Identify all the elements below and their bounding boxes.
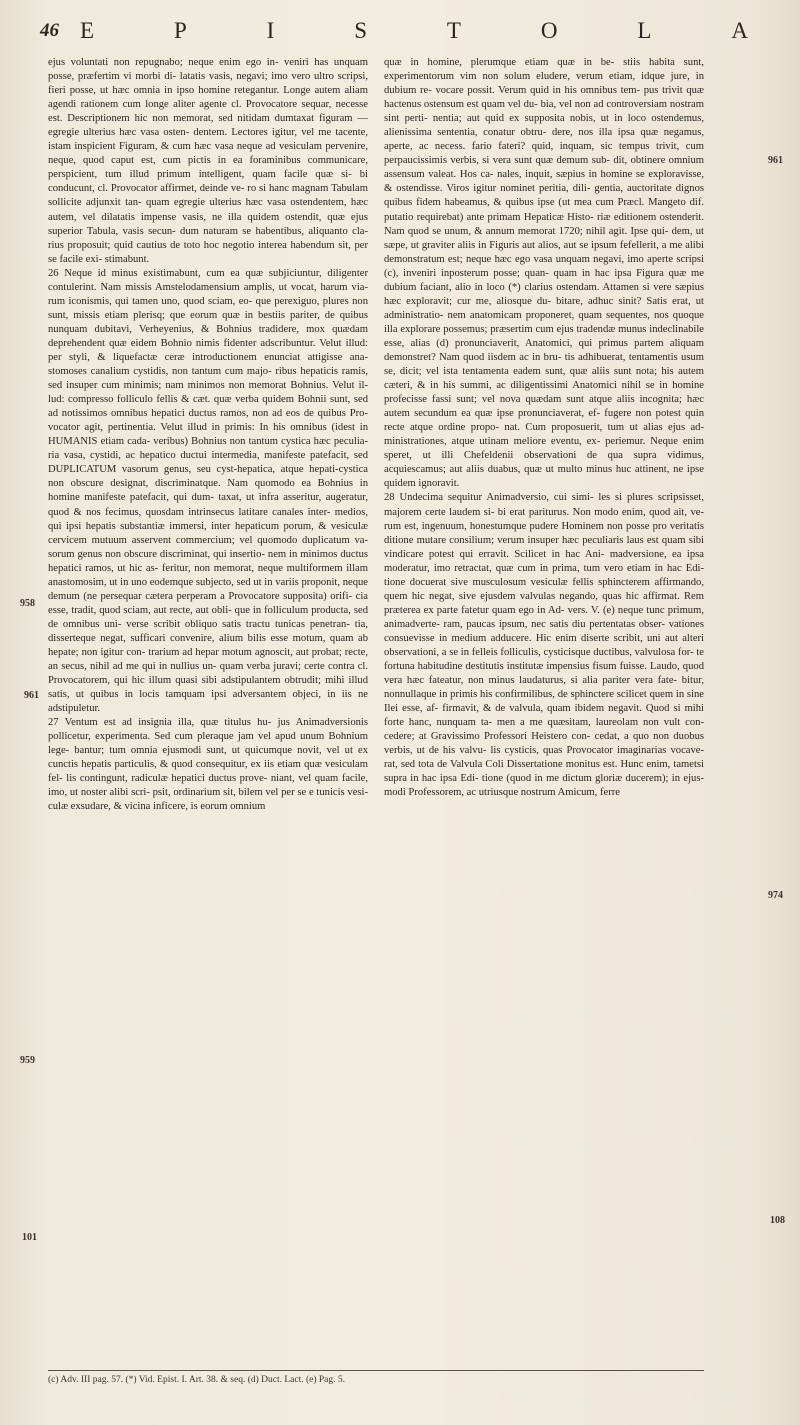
running-title xyxy=(80,18,760,44)
margin-number: 961 xyxy=(24,690,39,701)
title-letter: S xyxy=(354,18,369,43)
margin-number: 959 xyxy=(20,1055,35,1066)
margin-number: 974 xyxy=(768,890,783,901)
text-columns xyxy=(48,56,704,815)
title-letter: E xyxy=(80,18,97,43)
title-letter: A xyxy=(731,18,750,43)
title-letter: P xyxy=(173,18,189,43)
margin-number: 958 xyxy=(20,598,35,609)
left-column xyxy=(48,56,368,815)
page-number: 46 xyxy=(40,20,59,41)
right-column xyxy=(384,56,704,815)
page-header xyxy=(40,14,760,48)
margin-number: 108 xyxy=(770,1215,785,1226)
footnotes: (c) Adv. III pag. 57. (*) Vid. Epist. I. Art. 38. & seq. (d) Duct. Lact. (e) Pag. 5. xyxy=(48,1375,346,1385)
margin-number: 961 xyxy=(768,155,783,166)
paragraph: quæ in homine, plerumque etiam quæ in be- stiis habita sunt, experimentorum vim non solum eludere, verum etiam, idque jure, in dubium re- vocare possit. Verum quid in his omnibus tem- pus trivit quæ hactenus ostensum est quam vel du- bia, vel non ad controversiam nostram sint perti- nentia; aut quid ex suppositа nobis, ut in loco ostendemus, alienissima sententia, conatur obtru- dere, nos illa ipsa quæ negamus, aperte, ac necess. fario fateri? quid, inquam, sic tempus trivit, cum perpaucissimis verbis, si vera sunt quæ demum sub- dit, obtinere omnium assensum valeat. Hos ca- nales, inquit, sæpius in homine se exploravisse, & ostendisse. Viros igitur nominet peritia, dili- gentia, auctoritate dignos quibus fidem habeamus, & quibus ipse (ut mea cum Præcl. Mangeto dif. putatio requirebat) ante primam Hepaticæ Histo- riæ editionem ostenderit. Nam quod se unum, & annum memorat 1720; nihil agit. Ipse qui- dem, ut sæpe, ut graviter aliis in Figuris aut alios, aut se ipsum fefellerit, a me alibi demonstratum est; neque hæc ego vasa unquam negavi, imo aperte scripsi (c), inveniri inposterum posse; quan- quam in hac ipsa Figura quæ me dubium faciant, alio in loco (*) clarius ostendam. Attamen si vere sæpius hæc exploravit; cur me, aliosque du- bitare, adhuc sinit? Satis erat, ut administratio- nem anatomicam proponeret, quam sequentes, nos quoque illa explorare possemus; præsertim cum ejus tradendæ munus indeclinabile esse, alias (d) pronunciaverit, Anatomici, qui primus partem aliquam demonstret? Nam quod iisdem ac in bru- tis adhibuerat, tentamentis usum se, dicit; vel ista tentamenta eadem sunt, quæ aliis sunt nota; his autem cæteri, & in his summi, ac diligentissimi Anatomici nihil se in homine profecisse fassi sunt; vel nova quædam sunt atque aliis incognita; hæc autem secundum ea quæ ipse pronunciaverat, ef- fugere non potest quin recte atque ordine propo- nat. Cum proposuerit, tum ut alias ejus ad- ministrationes, atque utinam meliore eventu, ex- periemur. Neque enim speret, ut illi Chefeldenii observationi de qua supra vidimus, acquiescamus; aut aliis duabus, quæ ut multo minus huc attinent, ne ipse quidem ignoravit. xyxy=(384,57,704,490)
paragraph: 26 Neque id minus existimabunt, cum ea quæ subjiciuntur, diligenter contulerint. Nam missis Amstelodamensium amplis, ut vocat, harum via- rum iconismis, qui tamen uno, quod sciam, eo- que perexiguo, plures non sunt, missis etiam plerisq; que eorum quæ in bestiis pariter, de quibus nunquam dubitavi, Verheyenius, & Bohnius tradidere, mox quædam deprehendent quæ eidem Bohnio nimis fidenter adscribuntur. Velut illud: per styli, & liquefactæ ceræ introductionem enunciat attigisse ana- stomoses canalium cystidis, non tantum cum majo- ribus hepaticis ramis, sed insuper cum minimis; nam minimos non memorat Bohnius. Velut il- lud: compresso folliculo fellis & cæt. quæ verba quidem Bohnii sunt, sed ad notissimos omnibus hepatici ductus ramos, non ad eos de quibus Pro- vocator agit, pertinentia. Velut illud in primis: In his omnibus (idest in HUMANIS etiam cada- veribus) Bohnius non tantum cystica hæc peculia- ria vasa, cystidi, ac hepatico ductui intermedia, manifeste patefacit, sed DUPLICATUM vasorum genus, seu cyst-hepatica, atque hepati-cystica non obscure designat, discriminatque. Nam quomodo ea Bohnius in homine manifeste patefacit, qui dum- taxat, ut infra asseritur, augeratur, quod & nos fecimus, quosdam intrinsecus latitare canales inter- medios, qui ipsi hepatis substantiæ immersi, inter hepaticum porum, & vesiculæ cervicem mutuum asservent commercium; vel quomodo duplicatum va- sorum genus non obscure discriminat, qui insertio- nem in minimos ductus hepatici ramos, ut hic as- feritur, non memorat, neque multiformem illam anastomosim, ut in uno eodemque subjecto, sed ut in variis proponit, neque demum (ne persequar cætera perperam a Provocatore supposita) orifi- cia esse, tradit, quod sciam, aut recte, aut obli- que in folliculum producta, sed de omnibus uni- verse scribit obliquo satis tractu tunicas penetran- tia, disserteque negat, sufficari convenire, alium bilis esse motum, quam ab hepate; non igitur con- trarium ad hepar motum agnoscit, aut probat; recte, an secus, nihil ad me qui in nullius un- quam verba juravi; certe contra cl. Provocatorem, qui hic illum quasi sibi adstipulantem obtrudit; mihi illud satis, ut quibus in locis tamquam ipsi adversantem objeci, in iis ne adstipuletur. xyxy=(48,267,368,715)
title-letter: O xyxy=(540,18,560,43)
title-letter: I xyxy=(266,18,277,43)
footnote-divider xyxy=(48,1370,704,1371)
title-letter: L xyxy=(637,18,654,43)
title-letter: T xyxy=(446,18,463,43)
paragraph: 27 Ventum est ad insignia illa, quæ titulus hu- jus Animadversionis pollicetur, experimenta. Sed cum pleraque jam vel apud unum Bohnium lege- bantur; tum omnia ejusmodi sunt, ut quicumque novit, vel ut ex cunctis hepatis particulis, & quod consequitur, ex iis etiam quæ vesiculam fel- lis contingunt, radiculæ hepatici ductus prove- niant, vel quam facile, imo, ut noster alibi scri- psit, ordinarium sit, bilem vel per se e tunicis vesi- culæ exsudare, & vicina inficere, is eorum omnium xyxy=(48,717,368,813)
paragraph: 28 Undecima sequitur Animadversio, cui simi- les si plures scripsisset, majorem certe laudem si- bi erat pariturus. Non modo enim, quod ait, ve- rum est, ingenuum, honestumque pudere Hominem non posse pro veritatis ditione mutare consilium; verum insuper hæc peculiaris laus est quam sibi vindicare potest qui erravit. Scilicet in hac Ani- madversione, ea ipsa moderatur, imo retractat, quæ cum in prima, tum vero etiam in hac Edi- tione docuerat sive musculosum vesiculæ fellis sphincterem affirmando, quem hic negat, sive ejusdem valvulas negando, quas hic affirmat. Rem præterea ex parte fatetur quam ego in Ad- vers. V. (e) neque tunc primum, animadverte- ram, paucas ipsum, nec satis diu pertentatas obser- vationes consuevisse in medium adducere. Hic enim diserte scribit, uni aut alteri observationi, a se in felleis folliculis, cysticisque ductibus, valvulosa for- te fortuna habitudine destitutis institutæ impensius fisum fuisse. Laudo, quod vera hæc fateatur, non minus laudaturus, si alia pariter vera fate- bitur, nonnullaque in primis his confirmilibus, de sphinctere scilicet quem in sine Ilei esse, af- firmavit, & de valvula, quam ibidem negavit. Quod si mihi forte hanc, nunquam ta- men a me quæsitam, laureolam non vult con- cedere; at Gravissimo Professori Heistero con- cedat, a quo non duobus verbis, ut de his valvu- lis cysticis, quas Provocator imaginarias vocave- rat, sed tota de Valvula Coli Dissertatione monitus est. Hunc enim, tametsi supra in hac ipsa Edi- tione (quod in me dictum gloriæ ducerem); in ejus- modi Professorem, ac utriusque nostrum Amicum, ferre xyxy=(384,492,704,799)
margin-number: 101 xyxy=(22,1232,37,1243)
paragraph: ejus voluntati non repugnabo; neque enim ego in- veniri has unquam posse, præfertim vi morbi di- latatis vasis, negavi; imo vero ultro scripsi, fieri posse, ut hæc omnia in ipso homine retegantur. Longe autem aliam agendi rationem cum longe aliter agente cl. Provocatore sequar, necesse est. Descriptionem hic non memorat, sed nitidam dumtaxat figuram — egregie ulterius hæc vasa osten- dentem. Lectores igitur, vel me tacente, istam inspicient Figuram, & cum hæc vasa neque ad vesiculam pervenire, neque, quod caput est, cum pictis in ea foraminibus communicare, perspicient, tum illud primum intelligent, quam facile quæ si- bi conducunt, cl. Provocator affirmet, deinde ve- ro si hanc magnam Tabulam sollicite adjunxit tan- quam egregie ulterius hæc vasa ostendentem, hæc autem, vel dilatatis impense vasis, ne illa quidem ostendit, quæ ejus superior Tabula, vasis secun- dum naturam se habentibus, aliquanto cla- rius proposuit; quid cautius de toto hoc negotio interea habendum sit, per se facile exi- stimabunt. xyxy=(48,57,368,265)
